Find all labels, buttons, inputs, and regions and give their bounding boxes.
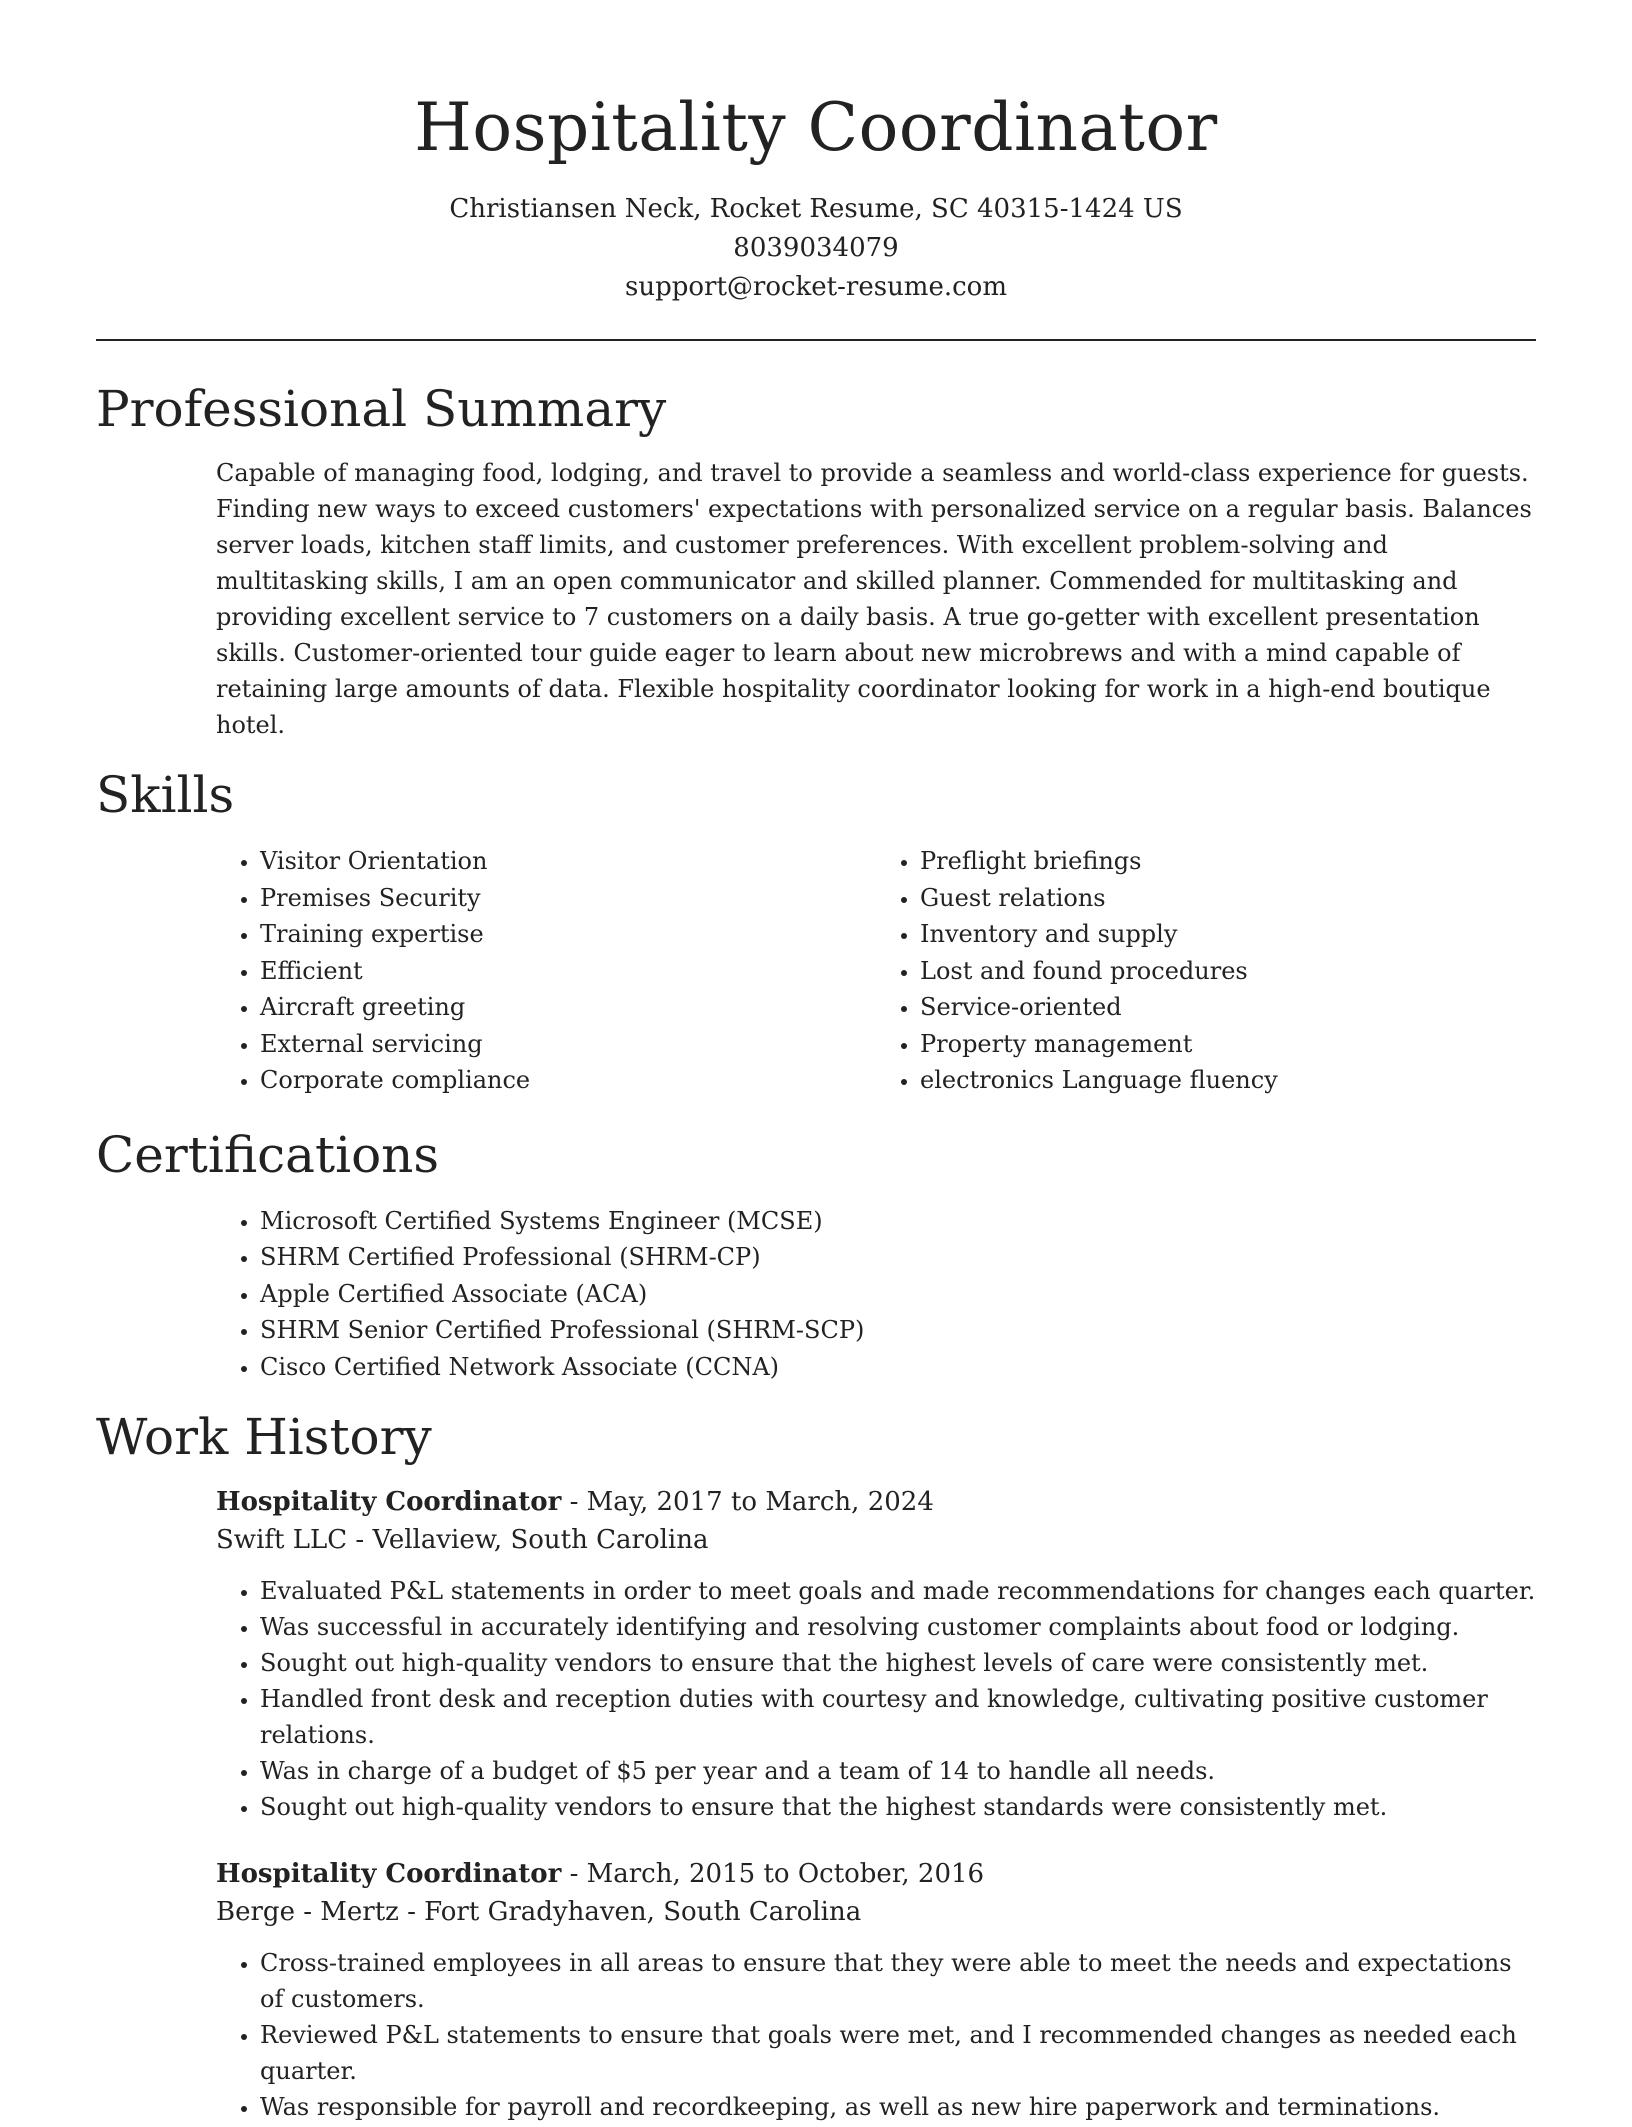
job-entry <box>216 1855 1536 2125</box>
skills-columns <box>216 843 1536 1099</box>
skills-list-right <box>876 843 1536 1099</box>
job-bullets <box>216 1945 1536 2125</box>
skill-item: • Lost and found procedures <box>920 953 1536 990</box>
job-bullet: • Was successful in accurately identifying and resolving customer complaints about food or lodging. <box>260 1609 1536 1645</box>
certifications-list <box>216 1203 1536 1386</box>
certifications-heading: Certifications <box>96 1125 440 1184</box>
job-header <box>216 1483 1536 1521</box>
contact-phone: 8039034079 <box>733 233 899 263</box>
job-title: Hospitality Coordinator <box>216 1859 562 1889</box>
job-bullet: • Sought out high-quality vendors to ensure that the highest standards were consistently met. <box>260 1789 1536 1825</box>
job-bullet: • Was responsible for payroll and recordkeeping, as well as new hire paperwork and terminations. <box>260 2089 1536 2125</box>
job-dates: - May, 2017 to March, 2024 <box>561 1487 934 1517</box>
skills-heading: Skills <box>96 766 235 824</box>
summary-text: Capable of managing food, lodging, and travel to provide a seamless and world-class experience for guests. Finding new ways to exceed customers' expectations with personalized service on a regular basis. Balances server loads, kitchen staff limits, and customer preferences. With excellent problem-solving and multitasking skills, I am an open communicator and skilled planner. Commended for multitasking and providing excellent service to 7 customers on a daily basis. A true go-getter with excellent presentation skills. Customer-oriented tour guide eager to learn about new microbrews and with a mind capable of retaining large amounts of data. Flexible hospitality coordinator looking for work in a high-end boutique hotel. <box>216 459 1532 739</box>
skill-item: • Inventory and supply <box>920 916 1536 953</box>
skill-item: • External servicing <box>260 1026 876 1063</box>
contact-address: Christiansen Neck, Rocket Resume, SC 40315-1424 US <box>449 194 1183 224</box>
job-bullet: • Evaluated P&L statements in order to meet goals and made recommendations for changes each quarter. <box>260 1573 1536 1609</box>
contact-email: support@rocket-resume.com <box>624 272 1007 302</box>
job-bullets <box>216 1573 1536 1825</box>
contact-block <box>96 190 1536 307</box>
skill-item: • Property management <box>920 1026 1536 1063</box>
header-divider <box>96 339 1536 341</box>
skill-item: • Visitor Orientation <box>260 843 876 880</box>
skill-item: • Training expertise <box>260 916 876 953</box>
job-company: Berge - Mertz - Fort Gradyhaven, South Carolina <box>216 1897 862 1927</box>
job-entry <box>216 1483 1536 1825</box>
job-bullet: • Handled front desk and reception duties with courtesy and knowledge, cultivating positive customer relations. <box>260 1681 1536 1753</box>
skill-item: • Aircraft greeting <box>260 989 876 1026</box>
certification-item: • Microsoft Certified Systems Engineer (MCSE) <box>260 1203 1536 1240</box>
job-bullet: • Cross-trained employees in all areas to ensure that they were able to meet the needs and expectations of customers. <box>260 1945 1536 2017</box>
skill-item: • Preflight briefings <box>920 843 1536 880</box>
certification-item: • Cisco Certified Network Associate (CCNA) <box>260 1349 1536 1386</box>
skill-item: • Corporate compliance <box>260 1062 876 1099</box>
certification-item: • SHRM Senior Certified Professional (SHRM-SCP) <box>260 1312 1536 1349</box>
skill-item: • Premises Security <box>260 880 876 917</box>
resume-name: Hospitality Coordinator <box>414 89 1218 166</box>
skill-item: • Service-oriented <box>920 989 1536 1026</box>
resume-page <box>96 0 1536 2125</box>
job-bullet: • Sought out high-quality vendors to ensure that the highest levels of care were consistently met. <box>260 1645 1536 1681</box>
certification-item: • SHRM Certified Professional (SHRM-CP) <box>260 1239 1536 1276</box>
work-history-heading: Work History <box>96 1408 432 1466</box>
job-bullet: • Reviewed P&L statements to ensure that goals were met, and I recommended changes as needed each quarter. <box>260 2017 1536 2089</box>
summary-heading: Professional Summary <box>96 380 667 438</box>
job-dates: - March, 2015 to October, 2016 <box>561 1859 985 1889</box>
skill-item: • electronics Language fluency <box>920 1062 1536 1099</box>
job-header <box>216 1855 1536 1893</box>
job-bullet: • Was in charge of a budget of $5 per year and a team of 14 to handle all needs. <box>260 1753 1536 1789</box>
skill-item: • Guest relations <box>920 880 1536 917</box>
job-company: Swift LLC - Vellaview, South Carolina <box>216 1525 709 1555</box>
certification-item: • Apple Certified Associate (ACA) <box>260 1276 1536 1313</box>
job-title: Hospitality Coordinator <box>216 1487 562 1517</box>
skills-list-left <box>216 843 876 1099</box>
skill-item: • Efficient <box>260 953 876 990</box>
